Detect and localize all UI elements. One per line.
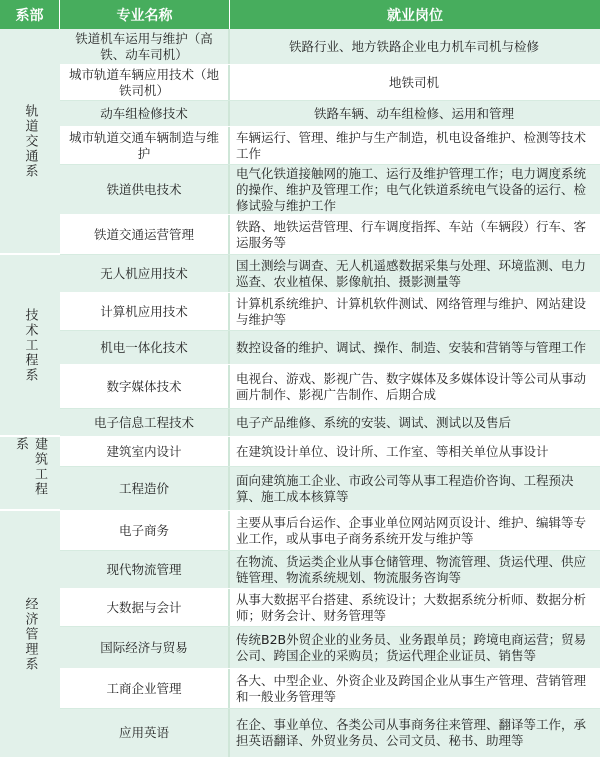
major-cell: 铁道机车运用与维护（高铁、动车司机） xyxy=(60,29,230,64)
table-row xyxy=(60,215,600,255)
major-cell: 应用英语 xyxy=(60,709,230,757)
major-cell: 工商企业管理 xyxy=(60,669,230,708)
jobs-cell: 从事大数据平台搭建、系统设计；大数据系统分析师、数据分析师；财务会计、财务管理等 xyxy=(236,591,587,623)
dept-rail-transit: 轨道交通系 xyxy=(0,29,60,255)
jobs-cell: 车辆运行、管理、维护与生产制造，机电设备维护、检测等技术工作 xyxy=(236,129,587,161)
table-row xyxy=(60,627,600,669)
table-row xyxy=(60,467,600,511)
table-row xyxy=(60,589,600,627)
major-cell: 电子信息工程技术 xyxy=(60,409,230,436)
table-row xyxy=(60,365,600,409)
table-row xyxy=(60,101,600,127)
jobs-cell: 地铁司机 xyxy=(388,74,439,90)
jobs-cell: 在物流、货运类企业从事仓储管理、物流管理、货运代理、供应链管理、物流系统规划、物流服务咨询等 xyxy=(236,553,587,585)
table-row xyxy=(60,409,600,437)
major-cell: 电子商务 xyxy=(60,511,230,550)
table-row xyxy=(60,255,600,293)
major-cell: 建筑室内设计 xyxy=(60,437,230,466)
table-row xyxy=(60,29,600,65)
major-cell: 机电一体化技术 xyxy=(60,331,230,364)
dept-technical-engineering: 技术工程系 xyxy=(0,255,60,437)
jobs-cell: 数控设备的维护、调试、操作、制造、安装和营销等与管理工作 xyxy=(236,339,587,355)
jobs-cell: 电子产品维修、系统的安装、调试、测试以及售后 xyxy=(236,414,512,430)
jobs-cell: 在企、事业单位、各类公司从事商务往来管理、翻译等工作，承担英语翻译、外贸业务员、公司文员、秘书、助理等 xyxy=(236,717,587,748)
header-jobs: 就业岗位 xyxy=(230,0,600,29)
table-row xyxy=(60,331,600,365)
table-row xyxy=(60,551,600,589)
jobs-cell: 国土测绘与调查、无人机遥感数据采集与处理、环境监测、电力巡查、农业植保、影像航拍、摄影测量等 xyxy=(236,257,587,289)
major-cell: 计算机应用技术 xyxy=(60,293,230,330)
table-row xyxy=(60,127,600,165)
jobs-cell: 铁路行业、地方铁路企业电力机车司机与检修 xyxy=(288,38,539,54)
jobs-cell: 主要从事后台运作、企事业单位网站网页设计、维护、编辑等专业工作，或从事电子商务系统开发与维护等 xyxy=(236,514,587,546)
jobs-cell: 面向建筑施工企业、市政公司等从事工程造价咨询、工程预决算、施工成本核算等 xyxy=(236,472,574,504)
dept-construction-engineering: 建筑工程系 xyxy=(0,437,60,511)
dept-economic-management: 经济管理系 xyxy=(0,511,60,757)
major-cell: 动车组检修技术 xyxy=(60,101,230,126)
jobs-cell: 各大、中型企业、外资企业及跨国企业从事生产管理、营销管理和一般业务管理等 xyxy=(236,672,587,704)
major-cell: 无人机应用技术 xyxy=(60,255,230,292)
major-cell: 铁道供电技术 xyxy=(60,165,230,214)
table-row xyxy=(60,511,600,551)
table-row xyxy=(60,293,600,331)
major-cell: 铁道交通运营管理 xyxy=(60,215,230,254)
table-row xyxy=(60,165,600,215)
header-dept: 系部 xyxy=(0,0,60,29)
jobs-cell: 计算机系统维护、计算机软件测试、网络管理与维护、网站建设与维护等 xyxy=(236,295,587,327)
jobs-cell: 电气化铁道接触网的施工、运行及维护管理工作；电力调度系统的操作、维护及管理工作；电气化铁道系统电气设备的运行、检修试验与维护工作 xyxy=(236,165,587,213)
major-cell: 城市轨道交通车辆制造与维护 xyxy=(60,127,230,164)
jobs-cell: 电视台、游戏、影视广告、数字媒体及多媒体设计等公司从事动画片制作、影视广告制作、后期合成 xyxy=(236,370,587,402)
jobs-cell: 在建筑设计单位、设计所、工作室、等相关单位从事设计 xyxy=(236,443,549,459)
major-cell: 大数据与会计 xyxy=(60,589,230,626)
major-cell: 国际经济与贸易 xyxy=(60,627,230,668)
jobs-cell: 传统B2B外贸企业的业务员、业务跟单员；跨境电商运营；贸易公司、跨国企业的采购员；货运代理企业证员、销售等 xyxy=(236,631,587,663)
table-row xyxy=(60,65,600,101)
header-major: 专业名称 xyxy=(60,0,230,29)
major-cell: 数字媒体技术 xyxy=(60,365,230,408)
jobs-cell: 铁路车辆、动车组检修、运用和管理 xyxy=(313,105,514,121)
jobs-cell: 铁路、地铁运营管理、行车调度指挥、车站（车辆段）行车、客运服务等 xyxy=(236,218,587,250)
table-row xyxy=(60,669,600,709)
major-cell: 现代物流管理 xyxy=(60,551,230,588)
major-cell: 工程造价 xyxy=(60,467,230,510)
table-row xyxy=(60,437,600,467)
table-row xyxy=(60,709,600,757)
major-cell: 城市轨道车辆应用技术（地铁司机） xyxy=(60,65,230,100)
